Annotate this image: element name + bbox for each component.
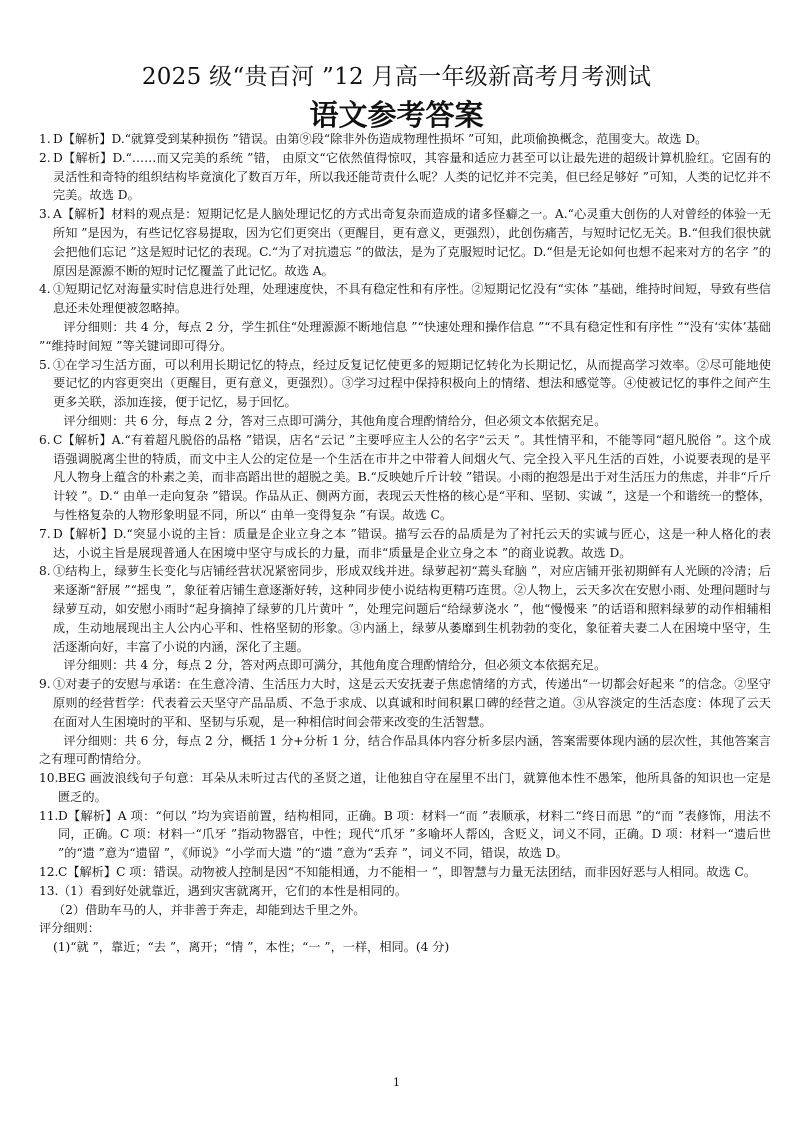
item-number: 1.	[39, 132, 51, 146]
scoring-label-13: 评分细则：	[39, 921, 100, 936]
item-number: 11.	[39, 808, 59, 823]
item-text: BEG 画波浪线句子句意：耳朵从未听过古代的圣贤之道，让他独自守在屋里不出门，就算他本性不愚笨，他所具备的知识也一定是匮乏的。	[58, 771, 771, 804]
page-number: 1	[393, 1076, 400, 1089]
exam-title: 2025 级“贵百河 ”12 月高一年级新高考月考测试	[141, 64, 652, 90]
translation-line-2: （2）借助车马的人，并非善于奔走，却能到达千里之外。	[53, 902, 366, 917]
answer-item-3	[39, 205, 771, 280]
item-number: 9.	[39, 677, 51, 692]
answer-item-6	[39, 431, 771, 525]
item-number: 4.	[39, 282, 51, 297]
answer-item-7	[39, 525, 771, 563]
item-number: 10.	[39, 771, 59, 786]
answer-item-9	[39, 675, 771, 731]
item-text: ①对妻子的安慰与承诺：在生意冷清、生活压力大时，这是云天安抚妻子焦虑情绪的方式，传递出“一切都会好起来 ”的信念。②坚守原则的经营哲学：代表着云天坚守产品品质、不急于求成、以真诚和时间积累口碑的经营之道。③从容淡定的生活态度：体现了云天在面对人生困境时的平和、坚韧与乐观，是一种相信时间会带来改变的生活智慧。	[53, 677, 771, 729]
item-text: ①短期记忆对海量实时信息进行处理，处理速度快，不具有稳定性和有序性。②短期记忆没有“实体 ”基础，维持时间短，导致有些信息还未处理便被忽略掉。	[53, 282, 771, 316]
item-text: D【解析】D.“就算受到某种损伤 ”错误。由第⑨段“除非外伤造成物理性损坏 ”可知，此项偷换概念，范围变大。故选 D。	[53, 132, 708, 146]
item-number: 6.	[39, 432, 51, 447]
item-text: D【解析】D.“……而又完美的系统 ”错， 由原文“它依然值得惊叹，其容量和适应力甚至可以让最先进的超级计算机脸红。它固有的灵活性和奇特的组织结构毕竟演化了数百万年，所以我还能苛责什么呢？人类的记忆并不完美，但已经足够好 ”可知，人类的记忆并不完美。故选 D。	[53, 150, 771, 203]
answer-item-5	[39, 356, 771, 412]
item-number: 7.	[39, 526, 51, 541]
scoring-rubric-5: 评分细则：共 6 分，每点 2 分，答对三点即可满分，其他角度合理酌情给分，但必须文本依据充足。	[63, 413, 607, 428]
item-number: 3.	[39, 207, 51, 222]
answer-item-10	[39, 769, 771, 807]
answer-item-8	[39, 562, 771, 656]
translation-line-1: （1）看到好处就靠近，遇到灾害就离开，它们的本性是相同的。	[58, 883, 408, 898]
answer-item-4	[39, 280, 771, 318]
item-number: 13.	[39, 883, 59, 898]
answer-item-11	[39, 807, 771, 863]
item-text: D【解析】A 项：“何以 ”均为宾语前置，结构相同，正确。B 项：材料一“而 ”表顺承，材料二“终日而思 ”的“而 ”表修饰，用法不同，正确。C 项：材料一“爪牙 ”指动物器官，中性；现代“爪牙 ”多喻坏人帮凶，含贬义，词义不同，正确。D 项：材料一“遗后世 ”的“遗 ”意为“遗留 ”，《师说》“小学而大遗 ”的“遗 ”意为“丢弃 ”，词义不同，错误，故选 D。	[58, 808, 771, 861]
scoring-rubric-8: 评分细则：共 4 分，每点 2 分，答对两点即可满分，其他角度合理酌情给分，但必须文本依据充足。	[63, 658, 607, 673]
scoring-rubric-4: 评分细则：共 4 分，每点 2 分，学生抓住“处理源源不断地信息 ”“快速处理和操作信息 ”“不具有稳定性和有序性 ”“没有‘实体’基础 ”“维持时间短 ”等关键词即可得分。	[39, 319, 771, 353]
answer-item-13	[39, 882, 771, 901]
item-text: C【解析】C 项：错误。动物被人控制是因“不知能相通，力不能相一 ”，即智慧与力量无法团结，而非因好恶与人相同。故选 C。	[58, 865, 756, 880]
answer-item-12	[39, 863, 771, 882]
answer-list	[39, 130, 771, 957]
item-number: 5.	[39, 357, 51, 372]
item-number: 2.	[39, 150, 51, 165]
scoring-rubric-9: 评分细则：共 6 分，每点 2 分，概括 1 分+分析 1 分，结合作品具体内容分析多层内涵，答案需要体现内涵的层次性，其他答案言之有理可酌情给分。	[39, 733, 771, 767]
item-number: 8.	[39, 564, 51, 579]
item-number: 12.	[39, 865, 59, 880]
answer-item-1	[39, 130, 771, 149]
answer-item-2	[39, 149, 771, 205]
item-text: D【解析】D.“突显小说的主旨：质量是企业立身之本 ”错误。描写云吞的品质是为了衬托云天的实诚与匠心，这是一种人格化的表达，小说主旨是展现普通人在困境中坚守与成长的力量，而非“质量是企业立身之本 ”的商业说教。故选 D。	[53, 526, 771, 560]
scoring-line-13-1: (1)“就 ”，靠近；“去 ”，离开；“情 ”，本性；“一 ”，一样，相同。(4 分)	[53, 940, 450, 955]
answer-key-heading: 语文参考答案	[309, 98, 484, 132]
item-text: ①结构上，绿萝生长变化与店铺经营状况紧密同步，形成双线并进。绿萝起初“蔫头耷脑 ”，对应店铺开张初期鲜有人光顾的冷清；后来逐渐“舒展 ”“摇曳 ”，象征着店铺生意逐渐好转，这种同步使小说结构更精巧连贯。②人物上，云天多次在安慰小雨、处理问题时与绿萝互动，如安慰小雨时“起身摘掉了绿萝的几片黄叶 ”，处理完问题后“给绿萝浇水 ”，他“慢慢来 ”的话语和照料绿萝的动作相辅相成，生动地展现出主人公内心平和、性格坚韧的形象。③内涵上，绿萝从萎靡到生机勃勃的变化，象征着夫妻二人在困境中坚守，生活逐渐向好，丰富了小说的内涵，深化了主题。	[53, 564, 771, 654]
item-text: ①在学习生活方面，可以利用长期记忆的特点，经过反复记忆使更多的短期记忆转化为长期记忆，从而提高学习效率。②尽可能地使要记忆的内容更突出（更醒目，更有意义，更强烈）。③学习过程中保持积极向上的情绪、想法和感觉等。④使被记忆的事件之间产生更多关联，添加连接，便于记忆，易于回忆。	[53, 357, 771, 410]
item-text: C【解析】A.“有着超凡脱俗的品格 ”错误，店名“云记 ”主要呼应主人公的名字“云天 ”。其性情平和，不能等同“超凡脱俗 ”。这个成语强调脱离尘世的特质，而文中主人公的定位是一个生活在市井之中带着人间烟火气、完全投入平凡生活的百姓，小说要表现的是平凡人物身上蕴含的朴素之美，而非高蹈出世的超脱之美。B.“反映她斤斤计较 ”错误。小雨的抱怨是出于对生活压力的焦虑，并非“斤斤计较 ”。D.“ 由单一走向复杂 ”错误。作品从正、侧两方面，表现云天性格的核心是“平和、坚韧、实诚 ”，这是一个和谐统一的整体，与性格复杂的人物形象明显不同，所以“ 由单一变得复杂 ”有误。故选 C。	[53, 432, 771, 522]
item-text: A【解析】材料的观点是：短期记忆是人脑处理记忆的方式出奇复杂而造成的诸多怪癖之一。A.“心灵重大创伤的人对曾经的体验一无所知 ”是因为，有些记忆容易提取，因为它们更突出（更醒目，更有意义，更强烈），此创伤痛苦，与短时记忆无关。B.“但我们很快就会把他们忘记 ”这是短时记忆的表现。C.“为了对抗遗忘 ”的做法，是为了克服短时记忆。D.“但是无论如何也想不起来对方的名字 ”的原因是源源不断的短时记忆覆盖了此记忆。故选 A。	[53, 207, 771, 278]
